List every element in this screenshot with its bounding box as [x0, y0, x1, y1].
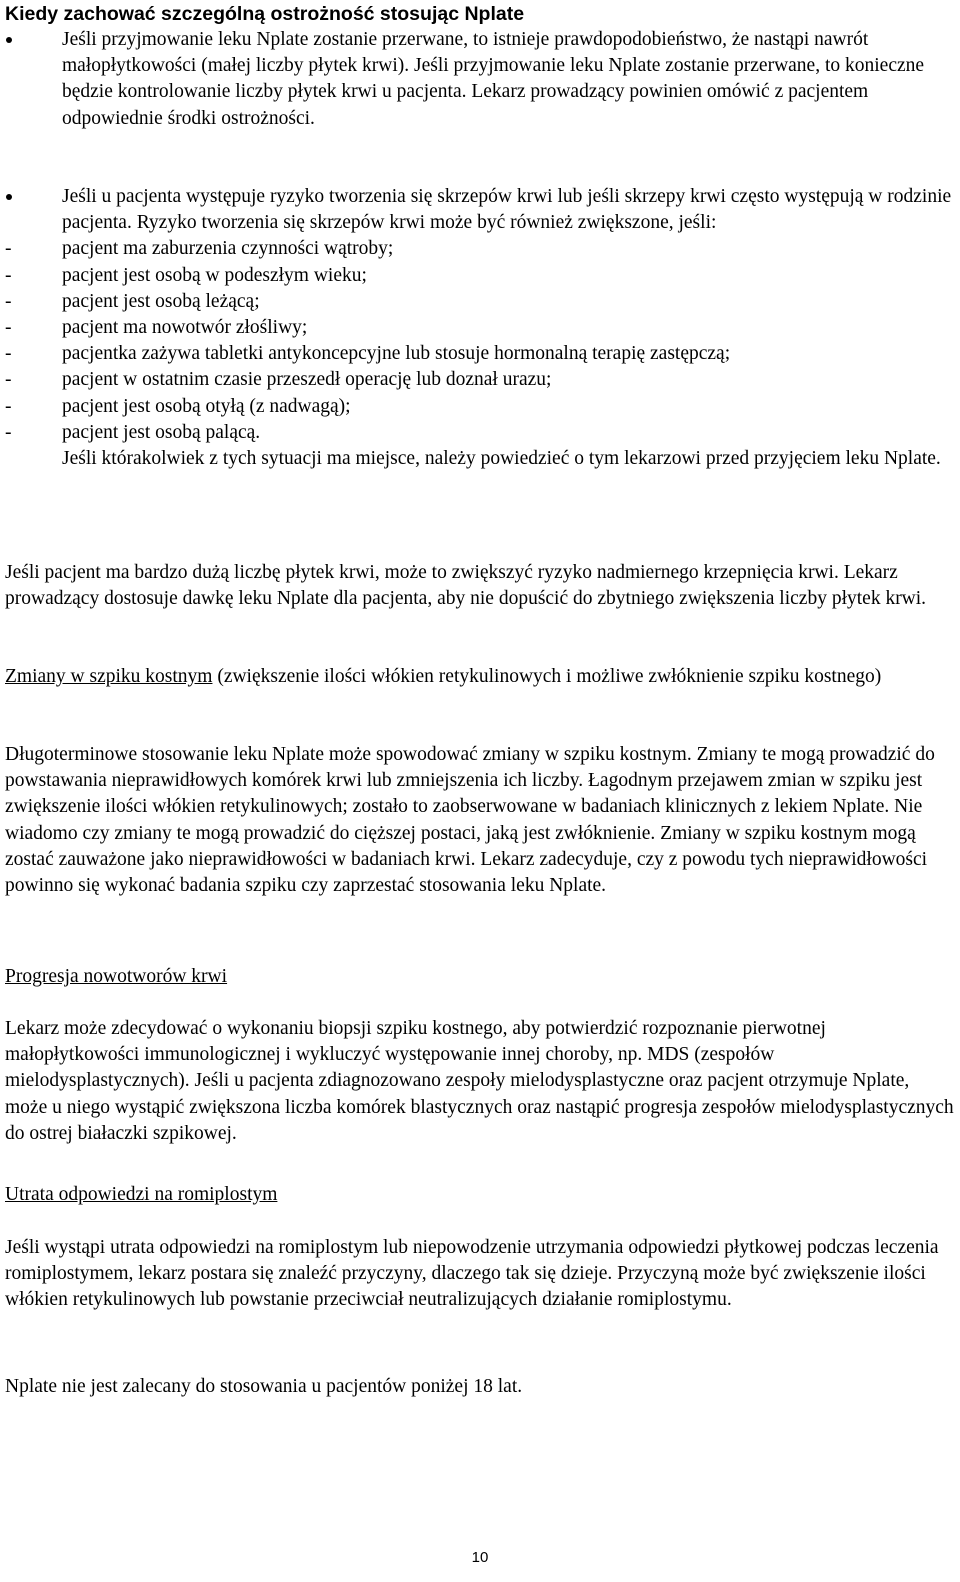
- bullet-icon: [6, 194, 12, 200]
- bullet-outro: Jeśli którakolwiek z tych sytuacji ma miejsce, należy powiedzieć o tym lekarzowi przed przyjęciem leku Nplate.: [62, 448, 941, 470]
- marrow-title-suffix: (zwiększenie ilości włókien retykulinowych i możliwe zwłóknienie szpiku kostnego): [212, 666, 882, 687]
- response-title: Utrata odpowiedzi na romiplostym: [5, 1184, 278, 1205]
- section-heading: Kiedy zachować szczególną ostrożność stosując Nplate: [5, 3, 525, 25]
- list-item: [5, 420, 952, 446]
- risk-factor-list: [5, 236, 952, 446]
- paragraph-age-note: Nplate nie jest zalecany do stosowania u pacjentów poniżej 18 lat.: [5, 1376, 523, 1397]
- dash-marker: -: [5, 395, 12, 417]
- bullet-item-clot-risk: [5, 184, 952, 472]
- list-item-text: pacjent jest osobą otyłą (z nadwagą);: [62, 395, 351, 417]
- paragraph-response: Jeśli wystąpi utrata odpowiedzi na romiplostym lub niepowodzenie utrzymania odpowiedzi płytkowej podczas leczenia romiplostymem, lekarz postara się znaleźć przyczyny, dlaczego tak się dzieje. Przyczyną może być zwiększenie ilości włókien retykulinowych lub powstanie przeciwciał neutralizujących działanie romiplostymu.: [5, 1237, 939, 1311]
- paragraph-high-platelets: Jeśli pacjent ma bardzo dużą liczbę płytek krwi, może to zwiększyć ryzyko nadmiernego krzepnięcia krwi. Lekarz prowadzący dostosuje dawkę leku Nplate dla pacjenta, aby nie dopuścić do zbytniego zwiększenia liczby płytek krwi.: [5, 562, 927, 610]
- bullet-icon: [6, 37, 12, 43]
- dash-marker: -: [5, 238, 12, 260]
- list-item: [5, 394, 952, 420]
- list-item: [5, 367, 952, 393]
- dash-marker: -: [5, 264, 12, 286]
- list-item-text: pacjent jest osobą w podeszłym wieku;: [62, 264, 367, 286]
- paragraph-marrow: Długoterminowe stosowanie leku Nplate może spowodować zmiany w szpiku kostnym. Zmiany te mogą prowadzić do powstawania nieprawidłowych komórek krwi lub zmniejszenia ich liczby. Łagodnym przejawem zmian w szpiku jest zwiększenie ilości włókien retykulinowych; zostało to zaobserwowane w badaniach klinicznych z lekiem Nplate. Nie wiadomo czy zmiany te mogą prowadzić do cięższej postaci, jaką jest zwłóknienie. Zmiany w szpiku kostnym mogą zostać zauważone jako nieprawidłowości w badaniach krwi. Lekarz zadecyduje, czy z powodu tych nieprawidłowości powinno się wykonać badania szpiku czy zaprzestać stosowania leku Nplate.: [5, 744, 935, 897]
- list-item: [5, 263, 952, 289]
- list-item-text: pacjent jest osobą palącą.: [62, 421, 261, 443]
- bullet-intro: Jeśli u pacjenta występuje ryzyko tworzenia się skrzepów krwi lub jeśli skrzepy krwi często występują w rodzinie pacjenta. Ryzyko tworzenia się skrzepów krwi może być również zwiększone, jeśli:: [62, 186, 952, 234]
- subsection-marrow-title: [5, 664, 955, 690]
- bullet-item-discontinuation: [62, 27, 952, 132]
- dash-marker: -: [5, 369, 12, 391]
- dash-marker: -: [5, 421, 12, 443]
- list-item-text: pacjent jest osobą leżącą;: [62, 290, 260, 312]
- paragraph-progression: Lekarz może zdecydować o wykonaniu biopsji szpiku kostnego, aby potwierdzić rozpoznanie pierwotnej małopłytkowości immunologicznej i wykluczyć występowanie innej choroby, np. MDS (zespołów mielodysplastycznych). Jeśli u pacjenta zdiagnozowano zespoły mielodysplastyczne oraz pacjent otrzymuje Nplate, może u niego wystąpić zwiększona liczba komórek blastycznych oraz nastąpić progresja zespołów mielodysplastycznych do ostrej białaczki szpikowej.: [5, 1018, 954, 1144]
- list-item-text: pacjent ma zaburzenia czynności wątroby;: [62, 238, 394, 260]
- progression-title: Progresja nowotworów krwi: [5, 966, 228, 987]
- dash-marker: -: [5, 317, 12, 339]
- dash-marker: -: [5, 343, 12, 365]
- page-number: 10: [471, 1549, 489, 1566]
- subsection-response-title: [5, 1182, 955, 1208]
- list-item: [5, 236, 952, 262]
- marrow-title: Zmiany w szpiku kostnym: [5, 666, 213, 687]
- subsection-progression-title: [5, 964, 955, 990]
- list-item-text: pacjent w ostatnim czasie przeszedł operację lub doznał urazu;: [62, 369, 552, 391]
- list-item: [5, 315, 952, 341]
- list-item-text: pacjent ma nowotwór złośliwy;: [62, 317, 308, 339]
- dash-marker: -: [5, 290, 12, 312]
- list-item: [5, 289, 952, 315]
- bullet-text: Jeśli przyjmowanie leku Nplate zostanie przerwane, to istnieje prawdopodobieństwo, że nastąpi nawrót małopłytkowości (małej liczby płytek krwi). Jeśli przyjmowanie leku Nplate zostanie przerwane, to konieczne będzie kontrolowanie liczby płytek krwi u pacjenta. Lekarz prowadzący powinien omówić z pacjentem odpowiednie środki ostrożności.: [62, 29, 925, 129]
- list-item: [5, 341, 952, 367]
- list-item-text: pacjentka zażywa tabletki antykoncepcyjne lub stosuje hormonalną terapię zastępczą;: [62, 343, 731, 365]
